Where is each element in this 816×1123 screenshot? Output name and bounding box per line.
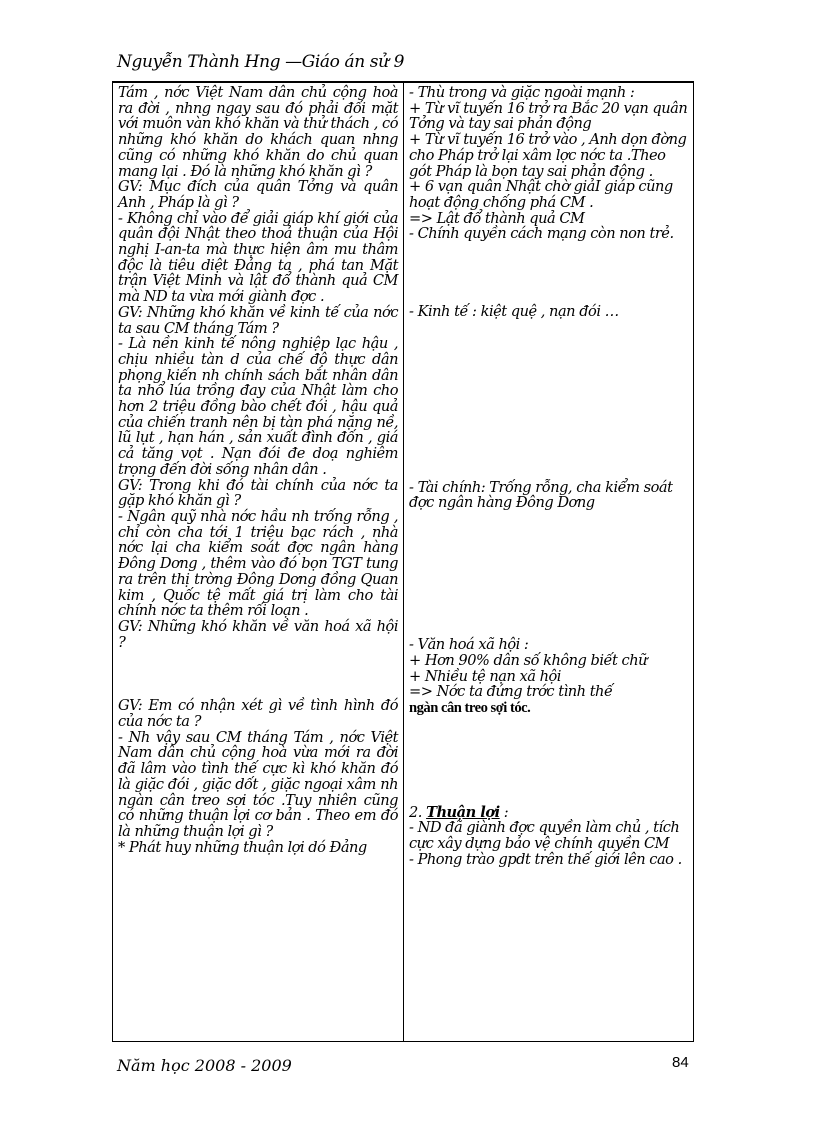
difficulty-line: + Từ vĩ tuyến 16 trở ra Bắc 20 vạn quân Tởng và tay sai phản động — [409, 99, 688, 133]
section-title: Thuận lợi — [426, 803, 500, 821]
difficulty-line: - Thù trong và giặc ngoài mạnh : — [409, 84, 635, 101]
left-paragraph: Tám , nớc Việt Nam dân chủ cộng hoà ra đời , nhng ngay sau đó phải đối mặt với muôn vàn khó khăn và thử thách , có những khó khăn do khách quan nhng cũng có những khó khăn do chủ quan mang lại . Đó là những khó khăn gì ? — [118, 84, 398, 180]
page-number: 84 — [672, 1054, 689, 1071]
conclusion-bold: ngàn cân treo sợi tóc. — [409, 699, 531, 716]
table-row — [113, 83, 694, 1042]
lesson-table — [112, 82, 694, 1042]
conclusion-line — [409, 684, 688, 716]
content-column — [404, 83, 694, 1042]
section-heading — [409, 805, 688, 821]
section-number: 2. — [409, 803, 427, 821]
left-paragraph: GV: Những khó khăn về văn hoá xã hội ? — [118, 617, 398, 651]
economy-line: - Kinh tế : kiệt quệ , nạn đói … — [409, 303, 619, 321]
blank-space — [409, 717, 688, 805]
left-paragraph: - Là nền kinh tế nông nghiệp lạc hậu , chịu nhiều tàn d của chế độ thực dân phọng kiến nh chính sách bắt nhân dân ta nhổ lúa trồng đay của Nhật làm cho hơn 2 triệu đồng bào chết đói , hậu quả của chiến tranh nên bị tàn phá nặng nề, lũ lụt , hạn hán , sản xuất đình đốn , giá cả tăng vọt . Nạn đói đe doạ nghiêm trọng đến đời sống nhân dân . — [118, 335, 398, 478]
difficulty-line: + 6 vạn quân Nhật chờ giảI giáp cũng hoạt động chống phá CM . — [409, 178, 673, 211]
left-paragraph: - Ngân quỹ nhà nớc hầu nh trống rỗng , chỉ còn cha tới 1 triệu bạc rách , nhà nớc lại cha kiểm soát đợc ngân hàng Đông Dơng , thêm vào đó bọn TGT tung ra trên thị trờng Đông Dơng đồng Quan kim , Quốc tệ mất giá trị làm cho tài chính nớc ta thêm rối loạn . — [118, 507, 398, 620]
section-colon: : — [499, 803, 509, 821]
advantage-line: - Phong trào gpdt trên thế giới lên cao . — [409, 850, 682, 868]
difficulty-line: => Lật đổ thành quả CM — [409, 209, 585, 227]
blank-space — [409, 511, 688, 637]
left-paragraph: GV: Những khó khăn về kinh tế của nớc ta sau CM tháng Tám ? — [118, 303, 398, 337]
left-paragraph: - Không chỉ vào để giải giáp khí giới của quân đội Nhật theo thoả thuận của Hội nghị I-an-ta mà thực hiện âm mu thâm độc là tiêu diệt Đảng ta , phá tan Mặt trận Việt Minh và lật đổ thành quả CM mà ND ta vừa mới giành đợc . — [118, 209, 398, 306]
advantage-line: - ND đã giành đợc quyền làm chủ , tích cực xây dựng bảo vệ chính quyền CM — [409, 819, 680, 853]
page-header: Nguyễn Thành Hng —Giáo án sử 9 — [117, 52, 405, 72]
difficulty-line: - Chính quyền cách mạng còn non trẻ. — [409, 225, 674, 243]
culture-item: + Hơn 90% dân số không biết chữ — [409, 651, 648, 669]
left-paragraph: GV: Trong khi đó tài chính của nớc ta gặp khó khăn gì ? — [118, 476, 398, 510]
conclusion-prefix: => Nớc ta đứng trớc tình thế — [409, 683, 613, 701]
blank-space — [409, 242, 688, 304]
teacher-activity-column — [113, 83, 404, 1042]
culture-title: - Văn hoá xã hội : — [409, 636, 529, 654]
blank-space — [409, 320, 688, 480]
school-year: Năm học 2008 - 2009 — [117, 1056, 292, 1075]
left-paragraph: GV: Em có nhận xét gì về tình hình đó của nớc ta ? — [118, 697, 398, 731]
blank-space — [118, 650, 398, 698]
left-paragraph: - Nh vậy sau CM tháng Tám , nớc Việt Nam dân chủ cộng hoà vừa mới ra đời đã lâm vào tình thế cực kì khó khăn đó là giặc đói , giặc dốt , giặc ngoại xâm nh ngàn cân treo sợi tóc .Tuy nhiên cũng có những thuận lợi cơ bản . Theo em đó là những thuận lợi gì ? — [118, 728, 398, 840]
left-paragraph: GV: Mục đích của quân Tởng và quân Anh , Pháp là gì ? — [118, 178, 398, 211]
left-paragraph: * Phát huy những thuận lợi dó Đảng — [118, 838, 367, 856]
difficulty-line: + Từ vĩ tuyến 16 trở vào , Anh dọn đờng cho Pháp trở lại xâm lợc nớc ta .Theo gót Pháp là bọn tay sai phản động . — [409, 131, 687, 180]
culture-item: + Nhiều tệ nạn xã hội — [409, 667, 561, 685]
finance-line: - Tài chính: Trống rỗng, cha kiểm soát đợc ngân hàng Đông Dơng — [409, 478, 673, 512]
